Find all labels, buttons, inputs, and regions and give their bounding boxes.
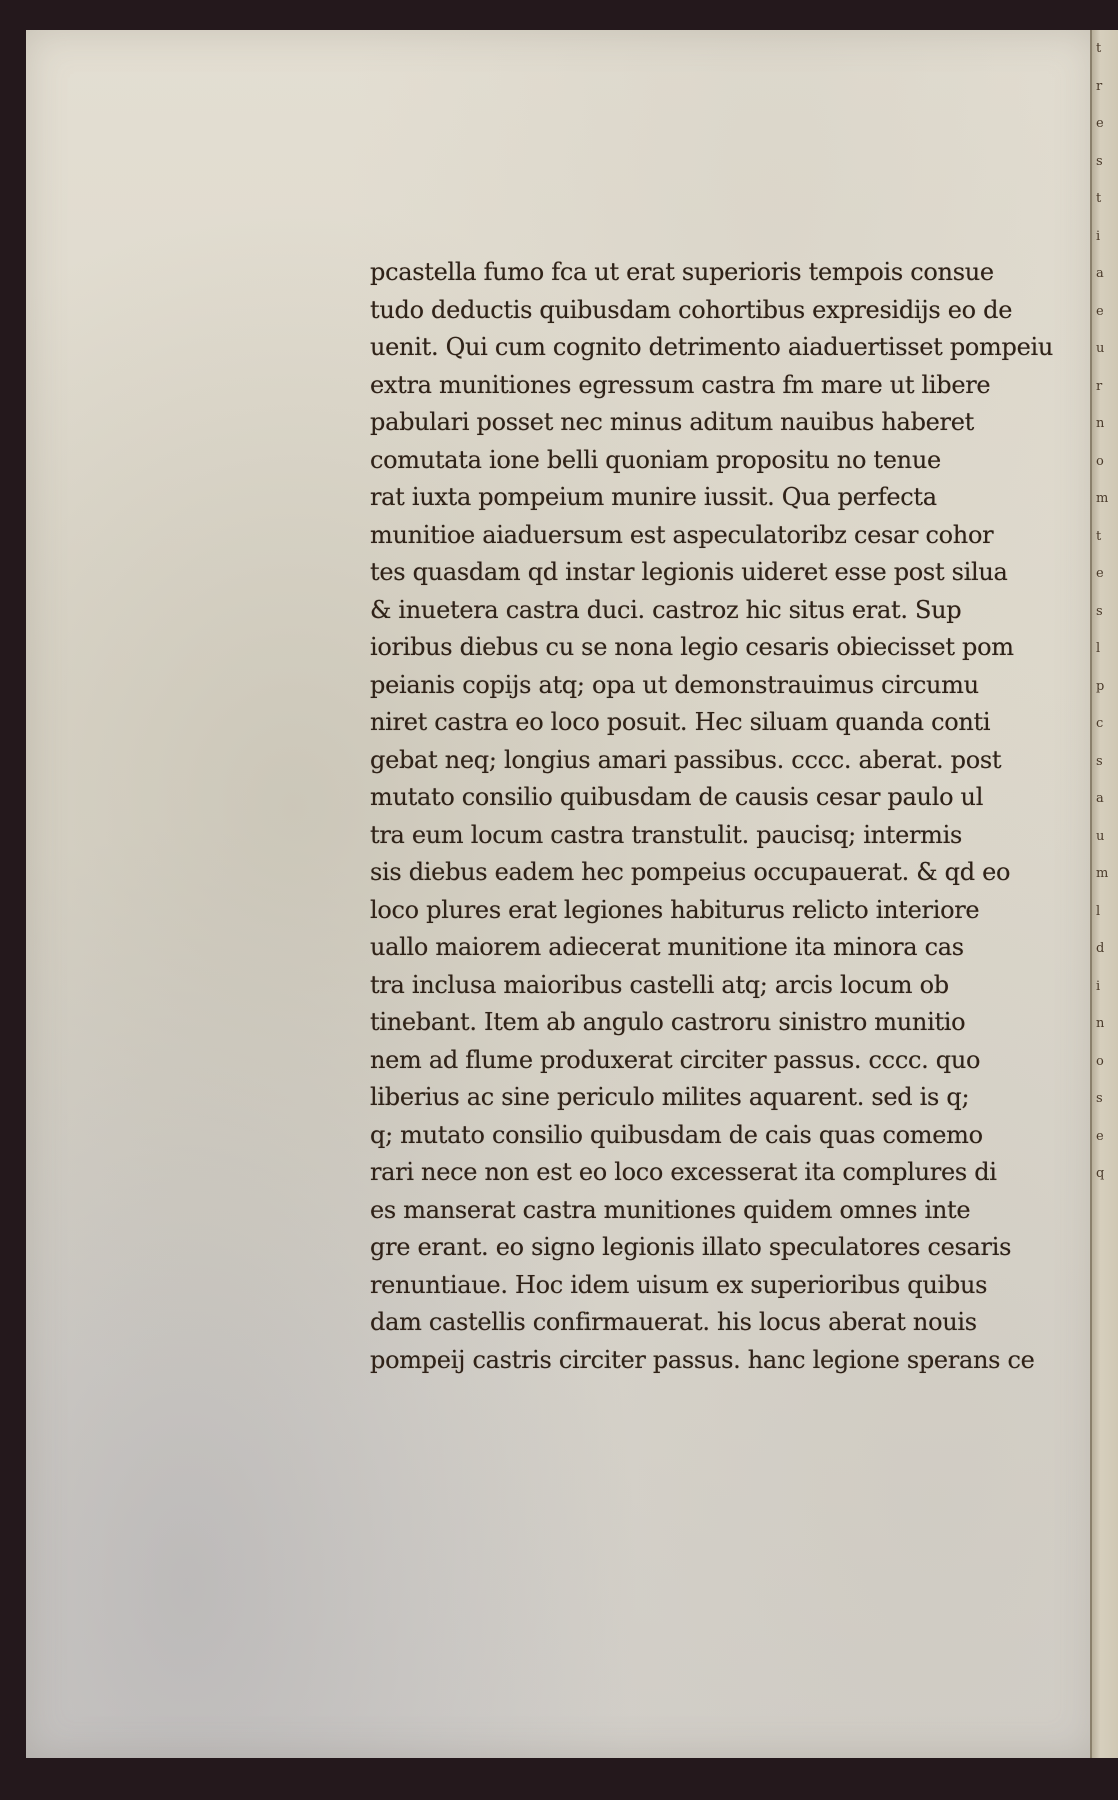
manuscript-line: q; mutato consilio quibusdam de cais quas comemo bbox=[370, 1120, 983, 1149]
facing-page-glyph: e bbox=[1096, 566, 1104, 581]
manuscript-line: liberius ac sine periculo milites aquarent. sed is q; bbox=[370, 1083, 970, 1111]
facing-page-glyph: r bbox=[1096, 378, 1103, 394]
manuscript-line: es manserat castra munitiones quidem omnes inte bbox=[370, 1195, 971, 1224]
manuscript-line: uallo maiorem adiecerat munitione ita minora cas bbox=[370, 933, 964, 961]
facing-page-glyph: o bbox=[1096, 453, 1104, 469]
facing-page-glyph: n bbox=[1096, 1016, 1105, 1031]
facing-page-glyph: e bbox=[1096, 303, 1104, 319]
facing-page-glyph: u bbox=[1096, 828, 1105, 844]
facing-page-edge bbox=[1090, 30, 1118, 1758]
facing-page-glyph: t bbox=[1096, 41, 1102, 56]
facing-page-glyph: t bbox=[1096, 191, 1102, 206]
facing-page-glyph: u bbox=[1096, 341, 1105, 356]
manuscript-line: renuntiaue. Hoc idem uisum ex superioribus quibus bbox=[370, 1270, 988, 1299]
facing-page-glyph: a bbox=[1096, 791, 1104, 806]
manuscript-line: pcastella fumo fca ut erat superioris tempois consue bbox=[370, 258, 994, 286]
facing-page-glyph: o bbox=[1096, 1053, 1104, 1069]
manuscript-line: comutata ione belli quoniam propositu no tenue bbox=[370, 445, 941, 474]
manuscript-line: uenit. Qui cum cognito detrimento aiaduertisset pompeiu bbox=[370, 333, 1054, 361]
facing-page-glyph: r bbox=[1096, 78, 1103, 94]
manuscript-line: tra inclusa maioribus castelli atq; arcis locum ob bbox=[370, 970, 949, 999]
facing-page-glyph: a bbox=[1096, 266, 1104, 281]
manuscript-line: tudo deductis quibusdam cohortibus expresidijs eo de bbox=[370, 295, 1013, 324]
manuscript-line: rat iuxta pompeium munire iussit. Qua perfecta bbox=[370, 483, 937, 511]
facing-page-glyph: m bbox=[1096, 866, 1109, 881]
manuscript-line: pabulari posset nec minus aditum nauibus haberet bbox=[370, 408, 974, 436]
manuscript-line: nem ad flume produxerat circiter passus. cccc. quo bbox=[370, 1045, 981, 1074]
manuscript-line: niret castra eo loco posuit. Hec siluam quanda conti bbox=[370, 708, 991, 736]
facing-page-glyph: s bbox=[1096, 1091, 1103, 1106]
facing-page-glyph: e bbox=[1096, 1128, 1104, 1144]
manuscript-line: mutato consilio quibusdam de causis cesar paulo ul bbox=[370, 783, 984, 811]
facing-page-glyph: n bbox=[1096, 416, 1105, 431]
facing-page-glyph: l bbox=[1096, 903, 1101, 919]
facing-page-glyph: i bbox=[1096, 228, 1101, 244]
manuscript-line: & inuetera castra duci. castroz hic situs erat. Sup bbox=[370, 595, 962, 624]
facing-page-glyph: s bbox=[1096, 603, 1103, 619]
manuscript-line: dam castellis confirmauerat. his locus aberat nouis bbox=[370, 1308, 977, 1336]
facing-page-glyph: d bbox=[1096, 941, 1105, 956]
facing-page-glyph: i bbox=[1096, 978, 1101, 994]
facing-page-glyph: p bbox=[1096, 678, 1105, 694]
manuscript-line: peianis copijs atq; opa ut demonstrauimus circumu bbox=[370, 670, 979, 699]
manuscript-line: munitioe aiaduersum est aspeculatoribz cesar cohor bbox=[370, 520, 994, 549]
manuscript-line: tra eum locum castra transtulit. paucisq; intermis bbox=[370, 820, 963, 849]
facing-page-glyph: s bbox=[1096, 153, 1103, 169]
manuscript-line: rari nece non est eo loco excesserat ita complures di bbox=[370, 1158, 997, 1186]
facing-page-glyph: m bbox=[1096, 491, 1109, 506]
facing-page-glyph: e bbox=[1096, 116, 1104, 131]
facing-page-glyph: s bbox=[1096, 753, 1103, 769]
manuscript-line: extra munitiones egressum castra fm mare ut libere bbox=[370, 370, 991, 399]
manuscript-line: gre erant. eo signo legionis illato speculatores cesaris bbox=[370, 1233, 1012, 1261]
facing-page-glyph: l bbox=[1096, 641, 1101, 656]
manuscript-line: pompeij castris circiter passus. hanc legione sperans ce bbox=[370, 1345, 1035, 1374]
manuscript-line: loco plures erat legiones habiturus relicto interiore bbox=[370, 895, 980, 924]
facing-page-glyph: q bbox=[1096, 1166, 1105, 1181]
manuscript-line: ioribus diebus cu se nona legio cesaris obiecisset pom bbox=[370, 633, 1014, 661]
facing-page-glyph: t bbox=[1096, 528, 1102, 544]
manuscript-page bbox=[26, 30, 1096, 1758]
manuscript-line: tinebant. Item ab angulo castroru sinistro munitio bbox=[370, 1008, 966, 1036]
manuscript-line: sis diebus eadem hec pompeius occupauerat. & qd eo bbox=[370, 858, 1011, 886]
manuscript-line: tes quasdam qd instar legionis uideret esse post silua bbox=[370, 558, 1008, 586]
manuscript-text bbox=[370, 254, 1100, 1379]
facing-page-glyph: c bbox=[1096, 716, 1104, 731]
manuscript-line: gebat neq; longius amari passibus. cccc. aberat. post bbox=[370, 745, 1002, 774]
